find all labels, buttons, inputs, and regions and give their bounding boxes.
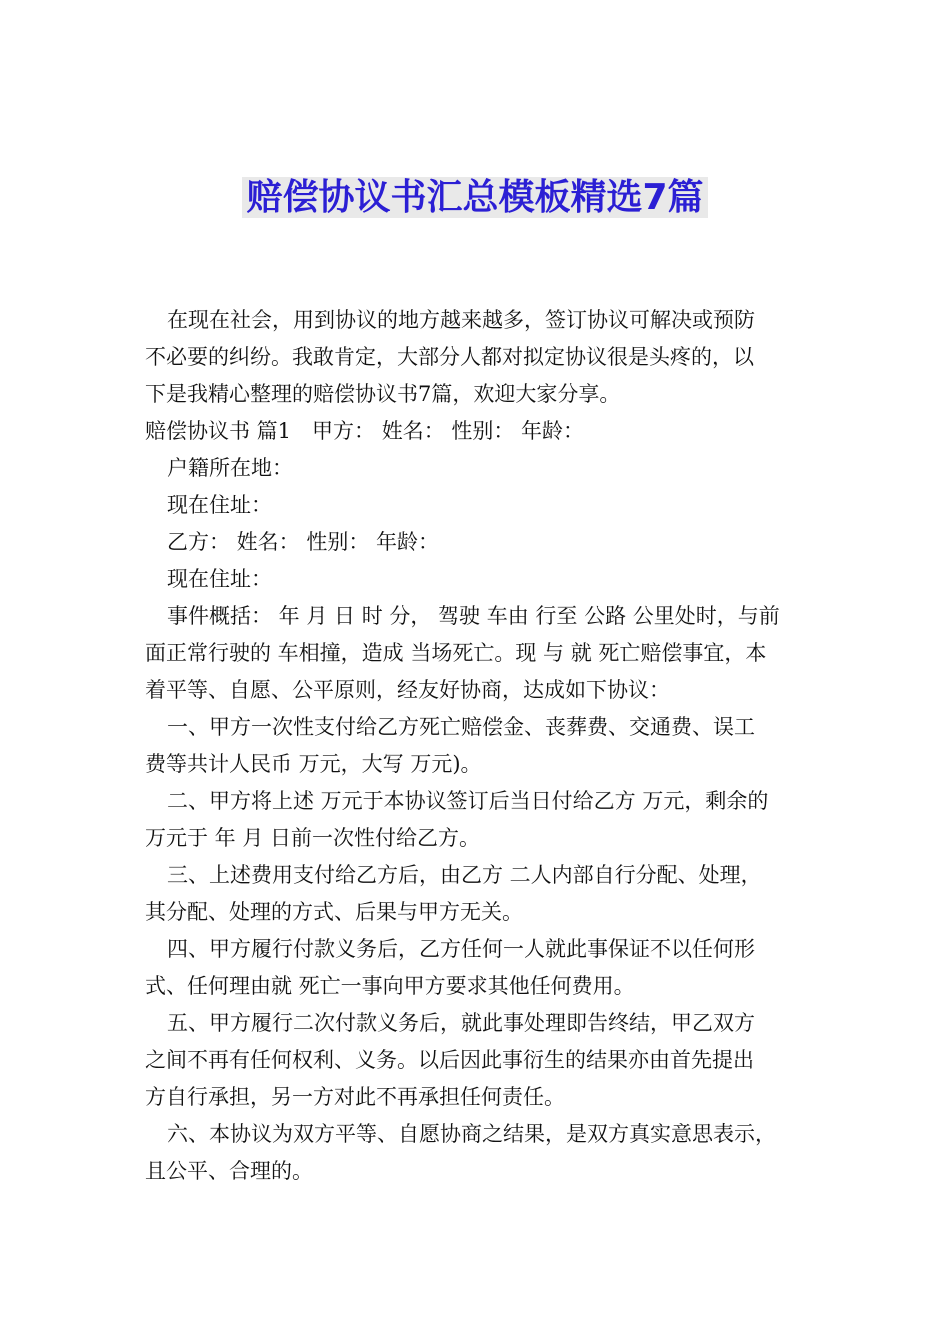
paragraph-line: 面正常行驶的 车相撞，造成 当场死亡。现 与 就 死亡赔偿事宜，本	[145, 641, 767, 665]
paragraph-line: 事件概括： 年 月 日 时 分， 驾驶 车由 行至 公路 公里处时，与前	[167, 604, 780, 628]
document-title	[0, 172, 950, 224]
paragraph-line: 在现在社会，用到协议的地方越来越多，签订协议可解决或预防	[167, 308, 755, 332]
paragraph-line: 二、甲方将上述 万元于本协议签订后当日付给乙方 万元，剩余的	[167, 789, 769, 813]
paragraph-line: 户籍所在地：	[167, 456, 293, 480]
paragraph-line: 乙方： 姓名： 性别： 年龄：	[167, 530, 440, 554]
paragraph-line: 下是我精心整理的赔偿协议书7篇，欢迎大家分享。	[145, 382, 621, 406]
paragraph-line: 且公平、合理的。	[145, 1159, 313, 1183]
paragraph-line: 现在住址：	[167, 493, 272, 517]
paragraph-line: 赔偿协议书 篇1 甲方： 姓名： 性别： 年龄：	[145, 419, 585, 443]
document-body	[145, 302, 815, 1190]
paragraph-line: 费等共计人民币 万元，大写 万元)。	[145, 752, 482, 776]
paragraph-line: 其分配、处理的方式、后果与甲方无关。	[145, 900, 523, 924]
paragraph-line: 着平等、自愿、公平原则，经友好协商，达成如下协议：	[145, 678, 670, 702]
document-title-text: 赔偿协议书汇总模板精选7篇	[242, 177, 707, 218]
paragraph-line: 万元于 年 月 日前一次性付给乙方。	[145, 826, 481, 850]
paragraph-line: 现在住址：	[167, 567, 272, 591]
paragraph-line: 方自行承担，另一方对此不再承担任何责任。	[145, 1085, 565, 1109]
paragraph-line: 五、甲方履行二次付款义务后，就此事处理即告终结，甲乙双方	[167, 1011, 755, 1035]
paragraph-line: 一、甲方一次性支付给乙方死亡赔偿金、丧葬费、交通费、误工	[167, 715, 755, 739]
paragraph-line: 三、上述费用支付给乙方后，由乙方 二人内部自行分配、处理，	[167, 863, 762, 887]
paragraph-line: 六、本协议为双方平等、自愿协商之结果，是双方真实意思表示，	[167, 1122, 776, 1146]
paragraph-line: 不必要的纠纷。我敢肯定，大部分人都对拟定协议很是头疼的，以	[145, 345, 754, 369]
paragraph-line: 之间不再有任何权利、义务。以后因此事衍生的结果亦由首先提出	[145, 1048, 754, 1072]
paragraph-line: 四、甲方履行付款义务后，乙方任何一人就此事保证不以任何形	[167, 937, 755, 961]
paragraph-line: 式、任何理由就 死亡一事向甲方要求其他任何费用。	[145, 974, 635, 998]
